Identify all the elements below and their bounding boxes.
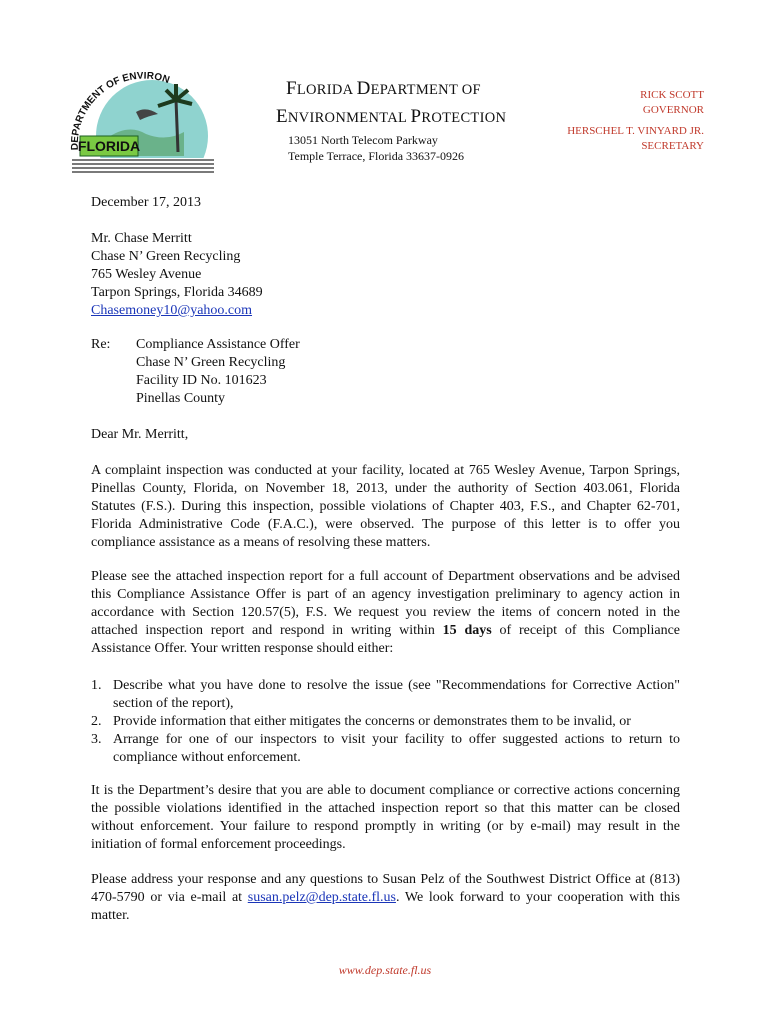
re-line: Pinellas County bbox=[136, 391, 226, 406]
list-item: 2. Provide information that either mitigates the concerns or demonstrates them to be invalid, or bbox=[91, 714, 631, 729]
dep-florida-logo bbox=[66, 72, 218, 180]
salutation: Dear Mr. Merritt, bbox=[91, 427, 189, 442]
paragraph-request: Please see the attached inspection report for a full account of Department observations and be advised this Compliance Assistance Offer is part of an agency investigation preliminary to agency action in accordance with Section 120.57(5), F.S. We request you review the items of concern noted in the attached inspection report and respond in writing within 15 days of receipt of this Compliance Assistance Offer. Your written response should either: bbox=[91, 569, 681, 656]
contact-email-link[interactable]: susan.pelz@dep.state.fl.us bbox=[247, 890, 396, 905]
officials-block bbox=[567, 88, 704, 154]
re-line: Chase N’ Green Recycling bbox=[136, 355, 286, 370]
recipient-address bbox=[91, 230, 680, 320]
list-item: 3. Arrange for one of our inspectors to visit your facility to offer suggested actions to return to compliance without enforcement. bbox=[91, 732, 680, 765]
secretary-title: SECRETARY bbox=[641, 140, 704, 152]
letter-date: December 17, 2013 bbox=[91, 195, 202, 210]
recipient-company: Chase N’ Green Recycling bbox=[91, 249, 241, 264]
deadline-emphasis: 15 days bbox=[442, 623, 492, 638]
paragraph-contact: Please address your response and any questions to Susan Pelz of the Southwest District Office at (813) 470-5790 or via e-mail at susan.pelz@dep.state.fl.us. We look forward to your cooperation with this matter. bbox=[91, 872, 680, 923]
response-options-list bbox=[91, 677, 680, 767]
re-line: Compliance Assistance Offer bbox=[136, 337, 300, 352]
dept-name-line1: FLORIDA DEPARTMENT OF bbox=[286, 78, 481, 99]
footer-website[interactable]: www.dep.state.fl.us bbox=[338, 963, 432, 977]
list-item: 1. Describe what you have done to resolve the issue (see "Recommendations for Corrective Action" section of the report), bbox=[91, 678, 680, 711]
dept-name-line2: ENVIRONMENTAL PROTECTION bbox=[276, 106, 507, 127]
re-label: Re: bbox=[91, 337, 111, 352]
governor-title: GOVERNOR bbox=[642, 104, 704, 116]
paragraph-inspection: A complaint inspection was conducted at your facility, located at 765 Wesley Avenue, Tarpon Springs, Pinellas County, Florida, on November 18, 2013, under the authority of Section 403.061, Florida Statutes (F.S.). During this inspection, possible violations of Chapter 403, F.S., and Chapter 62-701, Florida Administrative Code (F.A.C.), were observed. The purpose of this letter is to offer you compliance assistance as a means of resolving these matters. bbox=[91, 463, 680, 550]
recipient-city: Tarpon Springs, Florida 34689 bbox=[91, 285, 263, 300]
re-line: Facility ID No. 101623 bbox=[136, 373, 267, 388]
subject-block bbox=[91, 336, 680, 408]
secretary-name: HERSCHEL T. VINYARD JR. bbox=[567, 125, 704, 137]
dept-address: 13051 North Telecom Parkway Temple Terrace, Florida 33637-0926 bbox=[288, 133, 465, 163]
paragraph-enforcement: It is the Department’s desire that you are able to document compliance or corrective actions concerning the possible violations identified in the attached inspection report so that this matter can be closed without enforcement. Your failure to respond promptly in writing (or by e-mail) may result in the initiation of formal enforcement proceedings. bbox=[91, 783, 680, 852]
recipient-email-link[interactable]: Chasemoney10@yahoo.com bbox=[91, 303, 253, 318]
recipient-street: 765 Wesley Avenue bbox=[91, 267, 202, 282]
logo-state-text: FLORIDA bbox=[77, 138, 141, 154]
recipient-name: Mr. Chase Merritt bbox=[91, 231, 192, 246]
governor-name: RICK SCOTT bbox=[640, 89, 704, 101]
logo-arc-text: DEPARTMENT OF ENVIRON bbox=[69, 72, 171, 151]
